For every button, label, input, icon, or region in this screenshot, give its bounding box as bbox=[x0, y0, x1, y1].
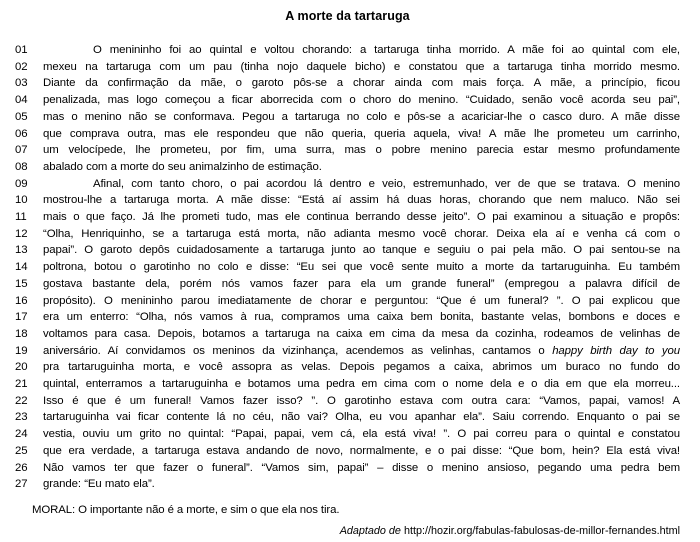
line-text bbox=[43, 343, 680, 360]
line-number: 21 bbox=[15, 378, 28, 391]
line-text-regular: pra tartaruguinha morta, e você assopra as velas. Depois pegamos a caixa, abrimos um buraco no fundo do bbox=[43, 361, 680, 374]
moral-line: MORAL: O importante não é a morte, e sim o que ela nos tira. bbox=[32, 503, 340, 516]
line-text-regular: voltamos para casa. Depois, botamos a tartaruga na caixa em cima da mesa da cozinha, rodeamos de velinhas de bbox=[43, 327, 680, 340]
line-number: 17 bbox=[15, 311, 28, 324]
line-number: 05 bbox=[15, 110, 28, 123]
text-line bbox=[15, 226, 680, 243]
source-prefix-label: Adaptado de bbox=[339, 524, 401, 537]
line-text-regular: quintal, enterramos a tartaruguinha e botamos uma pedra em cima com o nome dela e o dia em que ela morreu... bbox=[43, 378, 680, 391]
line-number: 07 bbox=[15, 144, 28, 157]
line-number: 23 bbox=[15, 411, 28, 424]
line-number: 15 bbox=[15, 277, 28, 290]
line-text-regular: “Olha, Henriquinho, se a tartaruga está morta, não adianta mesmo você chorar. Deixa ela aí e venha cá com o bbox=[43, 227, 680, 240]
text-line bbox=[15, 142, 680, 159]
text-line bbox=[15, 59, 680, 76]
line-text bbox=[43, 426, 680, 443]
line-number: 04 bbox=[15, 94, 28, 107]
text-line bbox=[15, 476, 680, 493]
text-line bbox=[15, 92, 680, 109]
source-url: http://hozir.org/fabulas-fabulosas-de-millor-fernandes.html bbox=[403, 524, 680, 537]
line-text-regular: Isso é que é um funeral! Vamos fazer isso? ”. O garotinho estava com outra cara: “Vamos, papai, vamos! A bbox=[43, 394, 680, 407]
line-number: 22 bbox=[15, 394, 28, 407]
line-number: 27 bbox=[15, 478, 28, 491]
line-text bbox=[43, 209, 680, 226]
line-text bbox=[43, 92, 680, 109]
line-text-regular: aniversário. Aí convidamos os meninos da vizinhança, acendemos as velinhas, cantamos o bbox=[43, 344, 553, 357]
line-text bbox=[43, 192, 680, 209]
text-line bbox=[15, 359, 680, 376]
line-text bbox=[43, 359, 680, 376]
text-line bbox=[15, 126, 680, 143]
line-text-regular: era um enterro: “Olha, nós vamos à rua, compramos uma caixa bem bonita, bastante velas, bombons e doces e bbox=[43, 311, 680, 324]
text-line bbox=[15, 192, 680, 209]
line-number: 01 bbox=[15, 44, 28, 56]
line-number: 11 bbox=[15, 211, 27, 224]
line-text-regular: poltrona, botou o garotinho no colo e disse: “Eu sei que você sente muito a morte da tartaruguinha. Eu também bbox=[43, 261, 680, 274]
line-text-regular: tartaruguinha vai ficar contente lá no céu, não vai? Olha, eu vou apanhar ela”. Saiu correndo. Enquanto o pai se bbox=[43, 411, 680, 424]
line-number: 02 bbox=[15, 60, 28, 73]
text-body bbox=[15, 42, 680, 493]
line-text-regular: Afinal, com tanto choro, o pai acordou lá dentro e veio, estremunhado, ver de que se tratava. O menino bbox=[93, 177, 680, 190]
line-text-regular: grande: “Eu mato ela”. bbox=[43, 478, 155, 491]
line-number: 13 bbox=[15, 244, 28, 257]
line-number: 26 bbox=[15, 461, 28, 474]
text-line bbox=[15, 42, 680, 59]
line-text bbox=[43, 42, 680, 59]
line-text bbox=[43, 242, 680, 259]
line-text-regular: vestia, ouviu um grito no quintal: “Papai, papai, vem cá, ela está viva! ”. O pai correu para o quintal e constatou bbox=[43, 428, 680, 441]
text-line bbox=[15, 326, 680, 343]
line-text-regular: Não vamos ter que fazer o funeral”. “Vamos sim, papai” – disse o menino ansioso, pegando uma pedra bem bbox=[43, 461, 680, 474]
text-line bbox=[15, 276, 680, 293]
line-text bbox=[43, 443, 680, 460]
line-text-regular: um velocípede, lhe prometeu, por fim, uma surra, mas o pobre menino parecia estar mesmo profundamente bbox=[43, 144, 680, 157]
line-number: 24 bbox=[15, 428, 28, 441]
line-text bbox=[43, 476, 680, 493]
line-text bbox=[43, 326, 680, 343]
text-line bbox=[15, 75, 680, 92]
line-text bbox=[43, 176, 680, 193]
text-line bbox=[15, 343, 680, 360]
line-text-regular: mas o menino não se conformava. Pegou a tartaruga no colo e pôs-se a acariciar-lhe o casco duro. A mãe disse bbox=[43, 110, 680, 123]
line-number: 12 bbox=[15, 227, 28, 240]
line-text bbox=[43, 126, 680, 143]
line-text-regular: penalizada, mas logo começou a ficar aborrecida com o choro do menino. “Cuidado, senão você acorda seu pai”, bbox=[43, 94, 680, 107]
line-text-regular: mostrou-lhe a tartaruga morta. A mãe disse: “Está aí assim há duas horas, chorando que nem maluco. Não sei bbox=[43, 194, 680, 207]
text-line bbox=[15, 159, 680, 176]
line-text-italic: happy birth day to you bbox=[552, 344, 680, 357]
line-text bbox=[43, 460, 680, 477]
text-line bbox=[15, 409, 680, 426]
line-number: 10 bbox=[15, 194, 28, 207]
line-text bbox=[43, 259, 680, 276]
text-line bbox=[15, 460, 680, 477]
text-line bbox=[15, 176, 680, 193]
text-line bbox=[15, 109, 680, 126]
line-text bbox=[43, 226, 680, 243]
text-line bbox=[15, 209, 680, 226]
text-line bbox=[15, 242, 680, 259]
line-number: 25 bbox=[15, 444, 28, 457]
line-number: 18 bbox=[15, 327, 28, 340]
text-line bbox=[15, 443, 680, 460]
line-text bbox=[43, 409, 680, 426]
line-text-regular: Diante da confirmação da mãe, o garoto pôs-se a chorar ainda com mais força. A mãe, a princípio, ficou bbox=[43, 77, 680, 90]
text-line bbox=[15, 376, 680, 393]
document-title: A morte da tartaruga bbox=[285, 9, 410, 23]
text-line bbox=[15, 426, 680, 443]
line-text-regular: gostava bastante dela, porém nós vamos fazer para ela um grande funeral” (empregou a palavra difícil de bbox=[43, 277, 680, 290]
line-text-regular: que comprava outra, mas ele respondeu que não queria, queria aquela, viva! A mãe lhe prometeu um carrinho, bbox=[43, 127, 680, 140]
line-number: 20 bbox=[15, 361, 28, 374]
text-line bbox=[15, 259, 680, 276]
line-text-regular: propósito). O menininho parou imediatamente de chorar e perguntou: “Que é um funeral? ”. O pai explicou que bbox=[43, 294, 680, 307]
source-attribution bbox=[15, 524, 680, 538]
line-text-regular: papai”. O garoto depôs cuidadosamente a tartaruga junto ao tanque e seguiu o pai pela mão. O pai sentou-se na bbox=[43, 244, 680, 257]
line-number: 14 bbox=[15, 261, 28, 274]
line-text bbox=[43, 159, 680, 176]
line-number: 08 bbox=[15, 160, 28, 173]
line-text bbox=[43, 142, 680, 159]
line-number: 06 bbox=[15, 127, 28, 140]
line-text-regular: O menininho foi ao quintal e voltou chorando: a tartaruga tinha morrido. A mãe foi ao quintal com ele, bbox=[93, 44, 680, 56]
line-number: 16 bbox=[15, 294, 28, 307]
text-line bbox=[15, 293, 680, 310]
line-text-regular: que era verdade, a tartaruga estava andando de novo, normalmente, e o pai disse: “Que bom, hein? Ela está viva! bbox=[43, 444, 680, 457]
line-text bbox=[43, 376, 680, 393]
line-text bbox=[43, 293, 680, 310]
line-text-regular: abalado com a morte do seu animalzinho de estimação. bbox=[43, 160, 322, 173]
line-text bbox=[43, 109, 680, 126]
text-line bbox=[15, 309, 680, 326]
line-text bbox=[43, 59, 680, 76]
line-text bbox=[43, 75, 680, 92]
line-text bbox=[43, 276, 680, 293]
line-text-regular: mexeu na tartaruga com um pau (tinha nojo daquele bicho) e constatou que a tartaruga tinha morrido mesmo. bbox=[43, 60, 680, 73]
line-text-regular: mais o que faço. Já lhe prometi tudo, mas ele continua berrando desse jeito”. O pai examinou a situação e propôs: bbox=[43, 211, 680, 224]
text-line bbox=[15, 393, 680, 410]
line-text bbox=[43, 309, 680, 326]
line-number: 03 bbox=[15, 77, 28, 90]
line-number: 19 bbox=[15, 344, 28, 357]
line-number: 09 bbox=[15, 177, 28, 190]
line-text bbox=[43, 393, 680, 410]
